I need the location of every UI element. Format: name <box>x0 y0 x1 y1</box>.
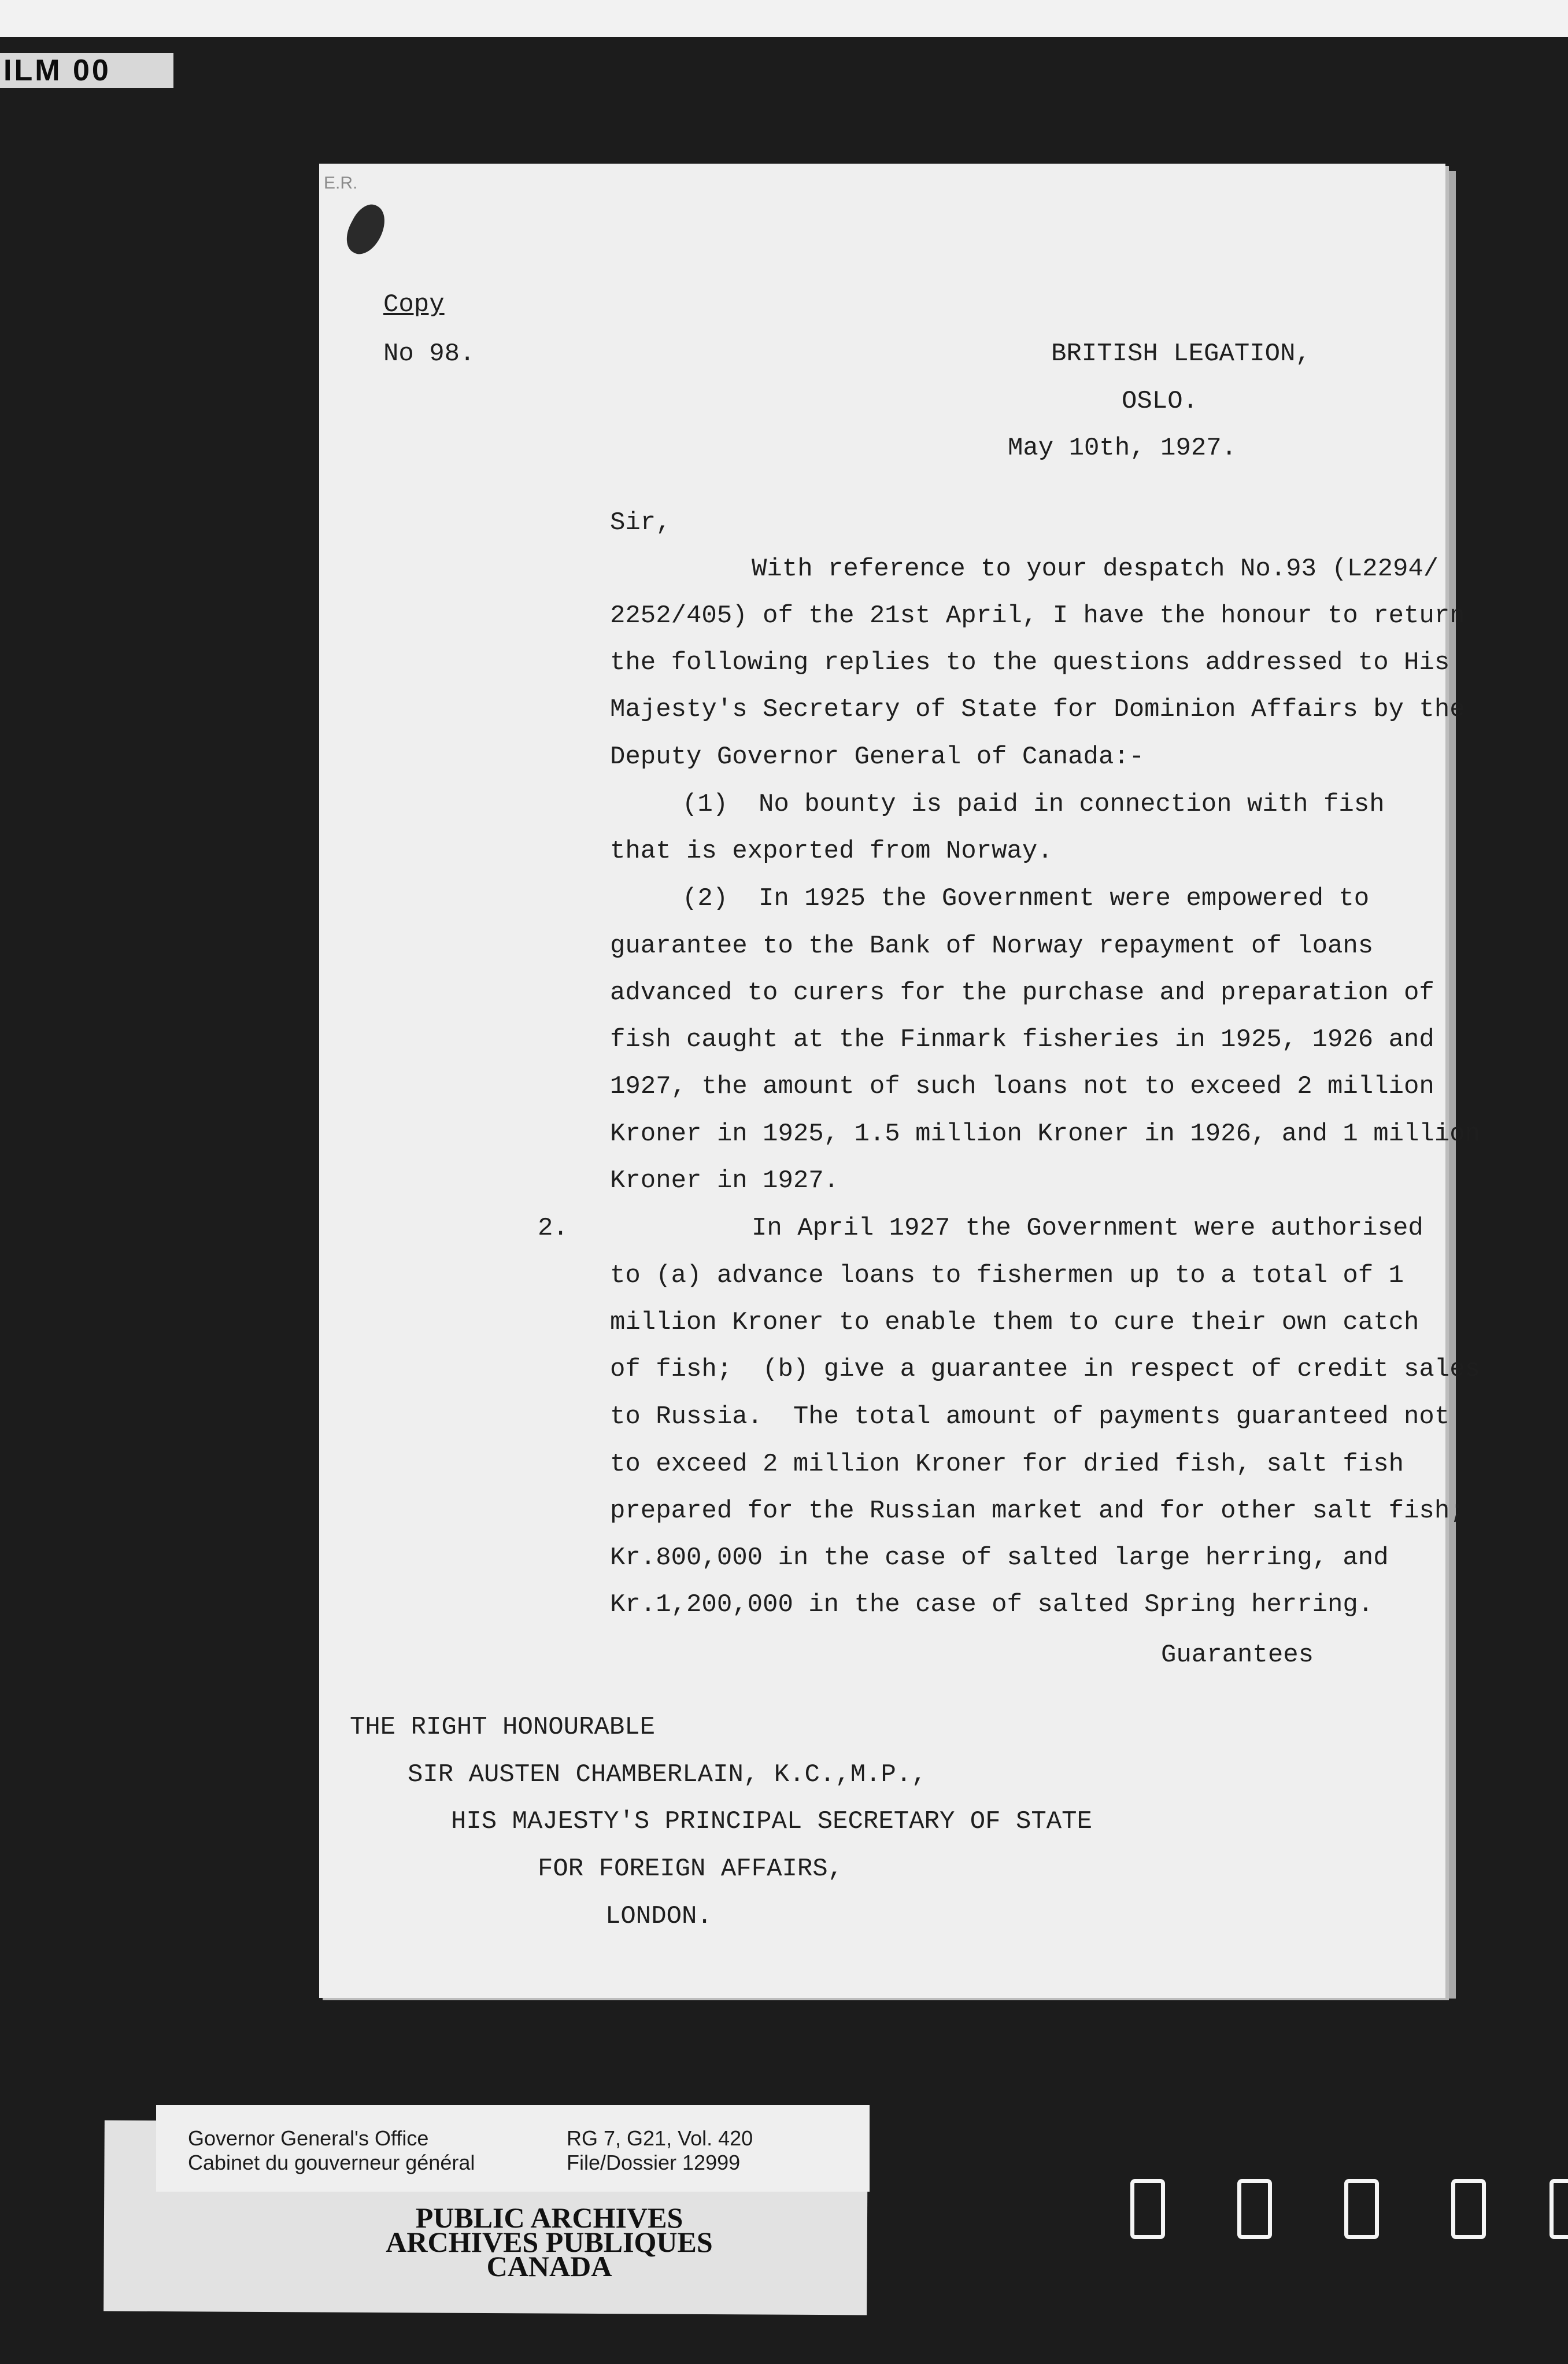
page-edge-shadow <box>1445 171 1456 1999</box>
body-line: In April 1927 the Government were authorised <box>752 1214 1423 1243</box>
pencil-annotation: E.R. <box>324 173 358 193</box>
frame-counter-digit <box>1237 2179 1272 2239</box>
body-line: Kr.800,000 in the case of salted large herring, and <box>610 1543 1389 1572</box>
addressee-line: HIS MAJESTY'S PRINCIPAL SECRETARY OF STATE <box>451 1807 1092 1836</box>
body-line: (2) In 1925 the Government were empowered to <box>682 884 1370 913</box>
frame-counter-digit <box>1344 2179 1379 2239</box>
body-line: Kroner in 1927. <box>610 1166 840 1195</box>
body-line: With reference to your despatch No.93 (L2294/ <box>752 555 1439 583</box>
body-line: to exceed 2 million Kroner for dried fish, salt fish <box>610 1450 1404 1479</box>
record-group-reference: RG 7, G21, Vol. 420 <box>567 2126 753 2150</box>
frame-counter-digit <box>1549 2179 1568 2239</box>
body-line: (1) No bounty is paid in connection with fish <box>682 790 1385 819</box>
body-line: 1927, the amount of such loans not to exceed 2 million <box>610 1072 1434 1101</box>
body-line: the following replies to the questions addressed to His <box>610 648 1450 677</box>
body-line: guarantee to the Bank of Norway repayment of loans <box>610 932 1374 961</box>
addressee-line: LONDON. <box>605 1902 712 1931</box>
addressee-line: SIR AUSTEN CHAMBERLAIN, K.C.,M.P., <box>408 1760 927 1789</box>
archives-stamp-line: PUBLIC ARCHIVES <box>415 2202 683 2234</box>
paragraph-number: 2. <box>538 1214 568 1243</box>
office-name-fr: Cabinet du gouverneur général <box>188 2151 475 2174</box>
file-reference: File/Dossier 12999 <box>567 2151 741 2174</box>
body-line: 2252/405) of the 21st April, I have the honour to return <box>610 601 1465 630</box>
salutation: Sir, <box>610 508 671 537</box>
archives-stamp-line: ARCHIVES PUBLIQUES <box>386 2226 713 2258</box>
letter-date: May 10th, 1927. <box>1008 434 1237 463</box>
office-name-en: Governor General's Office <box>188 2126 429 2150</box>
body-line: to (a) advance loans to fishermen up to a total of 1 <box>610 1261 1404 1290</box>
addressee-line: THE RIGHT HONOURABLE <box>350 1713 656 1742</box>
body-line: Kr.1,200,000 in the case of salted Spring herring. <box>610 1590 1374 1619</box>
body-line: million Kroner to enable them to cure their own catch <box>610 1308 1419 1337</box>
body-line: to Russia. The total amount of payments guaranteed not <box>610 1402 1450 1431</box>
sender-line-1: BRITISH LEGATION, <box>1051 339 1311 368</box>
sender-line-2: OSLO. <box>1122 387 1199 416</box>
copy-label: Copy <box>383 290 445 319</box>
film-top-border <box>0 0 1568 37</box>
body-line: Kroner in 1925, 1.5 million Kroner in 1926, and 1 million <box>610 1120 1481 1148</box>
body-line: prepared for the Russian market and for other salt fish; <box>610 1497 1465 1525</box>
frame-counter-digit <box>1130 2179 1165 2239</box>
body-line: Deputy Governor General of Canada:- <box>610 743 1145 771</box>
frame-counter-digit <box>1451 2179 1486 2239</box>
body-line: advanced to curers for the purchase and preparation of <box>610 978 1434 1007</box>
body-line: that is exported from Norway. <box>610 837 1053 866</box>
despatch-number: No 98. <box>383 339 475 368</box>
body-line: Majesty's Secretary of State for Dominion Affairs by the <box>610 695 1465 724</box>
body-line: fish caught at the Finmark fisheries in 1925, 1926 and <box>610 1025 1434 1054</box>
addressee-line: FOR FOREIGN AFFAIRS, <box>538 1855 844 1883</box>
catchword: Guarantees <box>1161 1641 1314 1669</box>
body-line: of fish; (b) give a guarantee in respect of credit sales <box>610 1355 1481 1384</box>
film-reel-label: ILM 00 <box>0 53 173 88</box>
archives-stamp-line: CANADA <box>486 2250 612 2282</box>
